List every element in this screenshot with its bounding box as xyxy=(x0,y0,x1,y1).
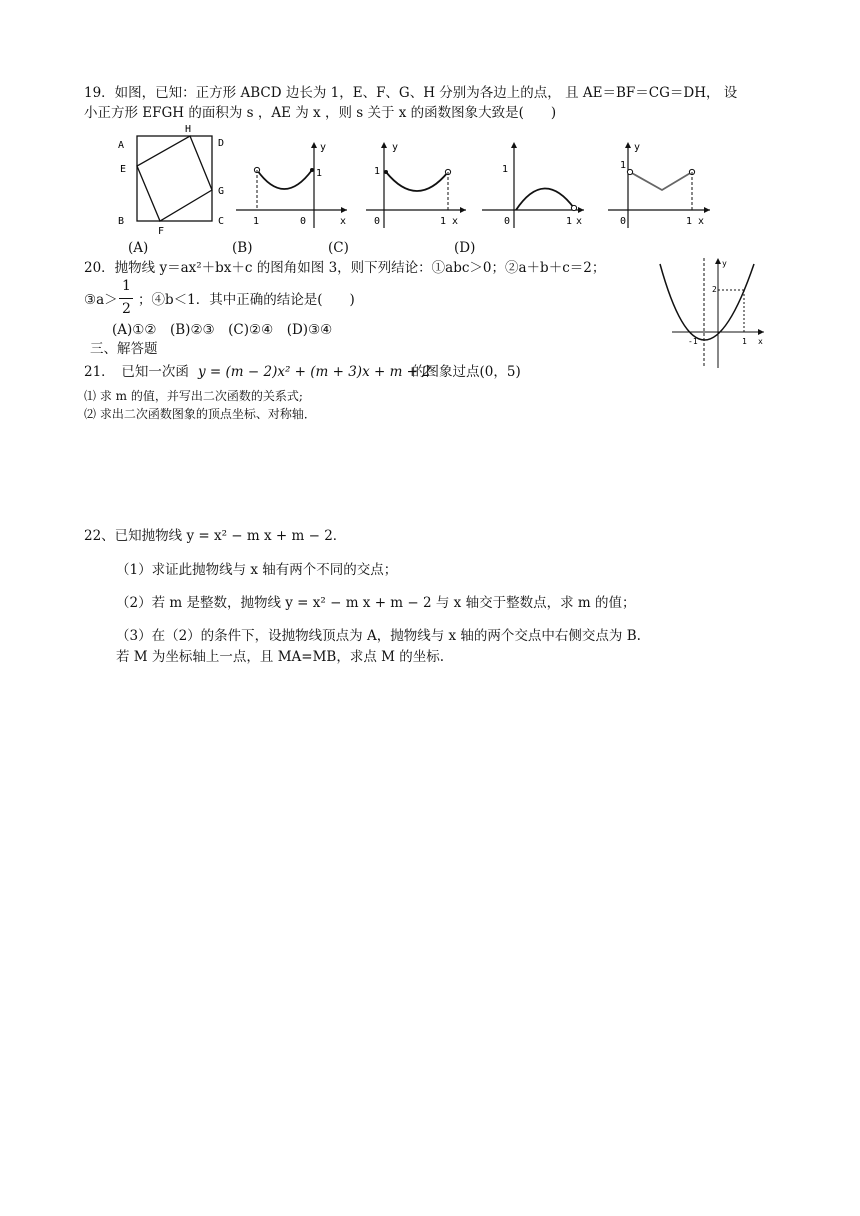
svg-text:0: 0 xyxy=(300,216,307,227)
q19-option-b: (B) xyxy=(232,240,253,256)
label-A: A xyxy=(118,140,125,151)
graph-a xyxy=(232,138,352,230)
svg-text:x: x xyxy=(576,216,583,227)
q19-line2: 小正方形 EFGH 的面积为 s ，AE 为 x ，则 s 关于 x 的函数图象大致是( ) xyxy=(84,105,557,121)
svg-text:x: x xyxy=(758,337,763,346)
section-heading: 三、解答题 xyxy=(90,341,158,357)
svg-text:1: 1 xyxy=(253,216,260,227)
q21-formula: y = (m − 2)x² + (m + 3)x + m + 2 xyxy=(198,364,431,380)
graph-d xyxy=(604,138,716,230)
svg-text:y: y xyxy=(634,142,641,153)
svg-text:1: 1 xyxy=(316,168,323,179)
q22-sub1: （1）求证此抛物线与 x 轴有两个不同的交点； xyxy=(116,562,398,578)
label-E: E xyxy=(120,164,127,175)
q19-line1: 19．如图，已知：正方形 ABCD 边长为 1，E、F、G、H 分别为各边上的点， 且 AE＝BF＝CG＝DH， 设 xyxy=(84,85,738,101)
q21-line1-post: 的图象过点(0，5) xyxy=(412,364,521,380)
graph-b xyxy=(362,138,472,230)
label-B: B xyxy=(118,216,125,227)
q20-frac-den: 2 xyxy=(122,301,131,317)
label-D: D xyxy=(218,138,225,149)
label-F: F xyxy=(158,226,165,236)
q20-line2-pre: ③a＞ xyxy=(84,292,118,308)
q22-sub3: （3）在（2）的条件下，设抛物线顶点为 A，抛物线与 x 轴的两个交点中右侧交点为 B. xyxy=(116,628,641,644)
q19-option-d: (D) xyxy=(454,240,476,256)
svg-text:x: x xyxy=(340,216,347,227)
q19-option-c: (C) xyxy=(328,240,349,256)
svg-text:y: y xyxy=(320,142,327,153)
label-C: C xyxy=(218,216,225,227)
svg-text:1: 1 xyxy=(686,216,693,227)
q20-line2-post: ；④b＜1．其中正确的结论是( ) xyxy=(138,292,355,308)
svg-text:x: x xyxy=(698,216,705,227)
q19-option-a: (A) xyxy=(128,240,149,256)
graph-c xyxy=(478,138,590,230)
svg-text:y: y xyxy=(722,259,727,268)
svg-text:2: 2 xyxy=(712,285,717,294)
svg-text:-1: -1 xyxy=(688,337,698,346)
q22-sub4: 若 M 为坐标轴上一点，且 MA=MB，求点 M 的坐标. xyxy=(116,649,445,665)
q20-parabola-graph xyxy=(652,256,768,370)
fraction-bar xyxy=(119,298,133,299)
svg-text:y: y xyxy=(392,142,399,153)
q21-sub1: ⑴ 求 m 的值，并写出二次函数的关系式; xyxy=(84,389,303,403)
svg-text:1: 1 xyxy=(620,160,627,171)
svg-text:x: x xyxy=(452,216,459,227)
q22-line1: 22、已知抛物线 y = x² − m x + m − 2． xyxy=(84,528,347,544)
q21-sub2: ⑵ 求出二次函数图象的顶点坐标、对称轴． xyxy=(84,407,316,421)
svg-text:1: 1 xyxy=(374,166,381,177)
svg-text:0: 0 xyxy=(374,216,381,227)
svg-text:0: 0 xyxy=(504,216,511,227)
svg-text:1: 1 xyxy=(440,216,447,227)
q21-line1-pre: 21． 已知一次函 xyxy=(84,364,189,380)
q20-choices: (A)①② (B)②③ (C)②④ (D)③④ xyxy=(112,322,333,338)
svg-text:1: 1 xyxy=(502,164,509,175)
q22-sub2: （2）若 m 是整数，抛物线 y = x² − m x + m − 2 与 x 轴交于整数点，求 m 的值； xyxy=(116,595,636,611)
svg-text:1: 1 xyxy=(742,337,747,346)
label-G: G xyxy=(218,186,225,197)
svg-text:1: 1 xyxy=(566,216,573,227)
q20-line1: 20．抛物线 y＝ax²＋bx＋c 的图角如图 3，则下列结论：①abc＞0；②a＋b＋c＝2； xyxy=(84,260,606,276)
square-figure xyxy=(110,118,240,236)
q20-frac-num: 1 xyxy=(122,278,131,294)
label-H: H xyxy=(185,124,192,135)
svg-text:0: 0 xyxy=(620,216,627,227)
